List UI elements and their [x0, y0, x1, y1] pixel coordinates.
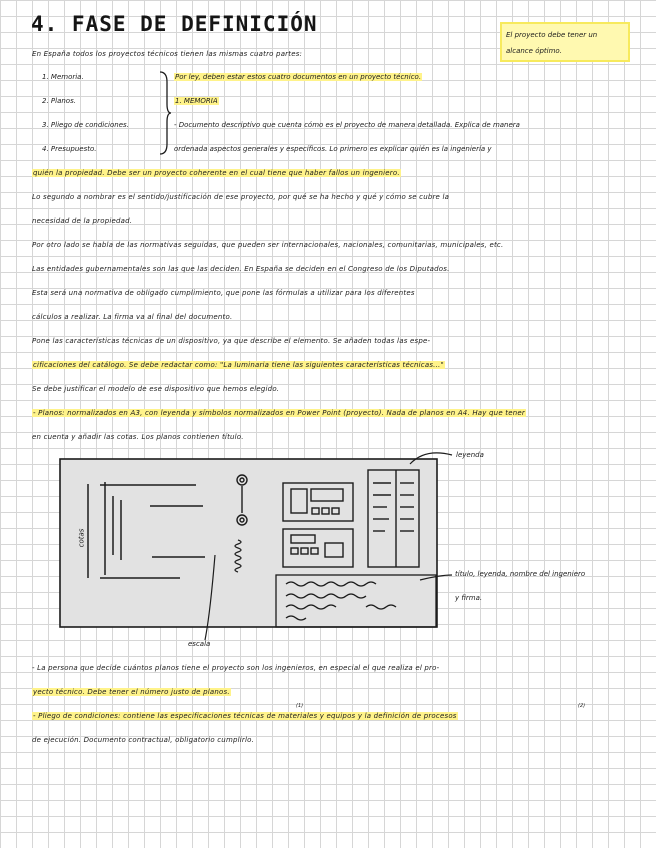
- signature-label: y firma.: [455, 594, 483, 602]
- legend-label: leyenda: [456, 451, 484, 459]
- footer-line-3-text: - Pliego de condiciones: contiene las especificaciones técnicas de materiales y equipos y la definición de procesos: [33, 712, 457, 720]
- body-line-11-text: - Planos: normalizados en A3, con leyenda y símbolos normalizados en Power Point (proyecto). Nada de planos en A4. Hay que tener: [33, 409, 525, 417]
- body-line-3: necesidad de la propiedad.: [32, 217, 133, 225]
- memoria-desc-1: - Documento descriptivo que cuenta cómo es el proyecto de manera detallada. Explica de manera: [174, 121, 520, 129]
- footer-line-1: - La persona que decide cuántos planos tiene el proyecto son los ingenieros, en especial el que realiza el pro-: [32, 664, 440, 672]
- body-line-10: Se debe justificar el modelo de ese dispositivo que hemos elegido.: [32, 385, 280, 393]
- body-line-7: cálculos a realizar. La firma va al final del documento.: [32, 313, 233, 321]
- scale-label: escala: [188, 640, 211, 648]
- intro-line: En España todos los proyectos técnicos tienen las mismas cuatro partes:: [32, 50, 303, 58]
- body-line-9: [32, 358, 646, 373]
- title-block-label: título, leyenda, nombre del ingeniero: [455, 570, 586, 578]
- plan-diagram: [0, 440, 656, 655]
- body-line-2: Lo segundo a nombrar es el sentido/justificación de ese proyecto, por qué se ha hecho y qué y cómo se cubre la: [32, 193, 450, 201]
- plan-sheet: [60, 459, 437, 627]
- body-line-5: Las entidades gubernamentales son las que las deciden. En España se deciden en el Congreso de los Diputados.: [32, 265, 450, 273]
- footnote-marker-1: (1): [296, 703, 304, 709]
- body-line-11: [32, 406, 646, 421]
- body-line-8: Pone las características técnicas de un dispositivo, ya que describe el elemento. Se añaden todas las espe-: [32, 337, 431, 345]
- body-line-9-text: cificaciones del catálogo. Se debe redactar como: "La luminaria tiene las siguientes características técnicas...": [33, 361, 444, 369]
- curly-brace-icon: [158, 70, 172, 156]
- body-line-12: en cuenta y añadir las cotas. Los planos contienen título.: [32, 433, 244, 441]
- plan-sketch: [0, 440, 656, 655]
- dimension-label: cotas: [77, 528, 86, 548]
- memoria-desc-2: ordenada aspectos generales y específicos. Lo primero es explicar quién es la ingeniería y: [174, 145, 492, 153]
- footer-line-4: de ejecución. Documento contractual, obligatorio cumplirlo.: [32, 736, 255, 744]
- part-planos: 2. Planos.: [42, 97, 76, 105]
- footer-line-3: [32, 709, 646, 724]
- footnote-marker-2: (2): [578, 703, 586, 709]
- body-line-1-text: quién la propiedad. Debe ser un proyecto coherente en el cual tiene que haber fallos un ingeniero.: [33, 169, 400, 177]
- part-pliego: 3. Pliego de condiciones.: [42, 121, 129, 129]
- body-line-1: [32, 166, 646, 181]
- memoria-heading: [174, 94, 646, 109]
- memoria-heading-text: 1. MEMORIA: [175, 97, 218, 105]
- law-line-text: Por ley, deben estar estos cuatro documentos en un proyecto técnico.: [175, 73, 422, 81]
- highlight-note: El proyecto debe tener un alcance óptimo.: [500, 22, 630, 62]
- body-line-4: Por otro lado se habla de las normativas seguidas, que pueden ser internacionales, nacionales, comunitarias, municipales, etc.: [32, 241, 504, 249]
- part-presupuesto: 4. Presupuesto.: [42, 145, 97, 153]
- footer-line-2: [32, 685, 646, 700]
- law-line: [174, 70, 646, 85]
- page-title: 4. FASE DE DEFINICIÓN: [31, 12, 318, 36]
- footer-line-2-text: yecto técnico. Debe tener el número justo de planos.: [33, 688, 230, 696]
- part-memoria: 1. Memoria.: [42, 73, 84, 81]
- body-line-6: Esta será una normativa de obligado cumplimiento, que pone las fórmulas a utilizar para los diferentes: [32, 289, 415, 297]
